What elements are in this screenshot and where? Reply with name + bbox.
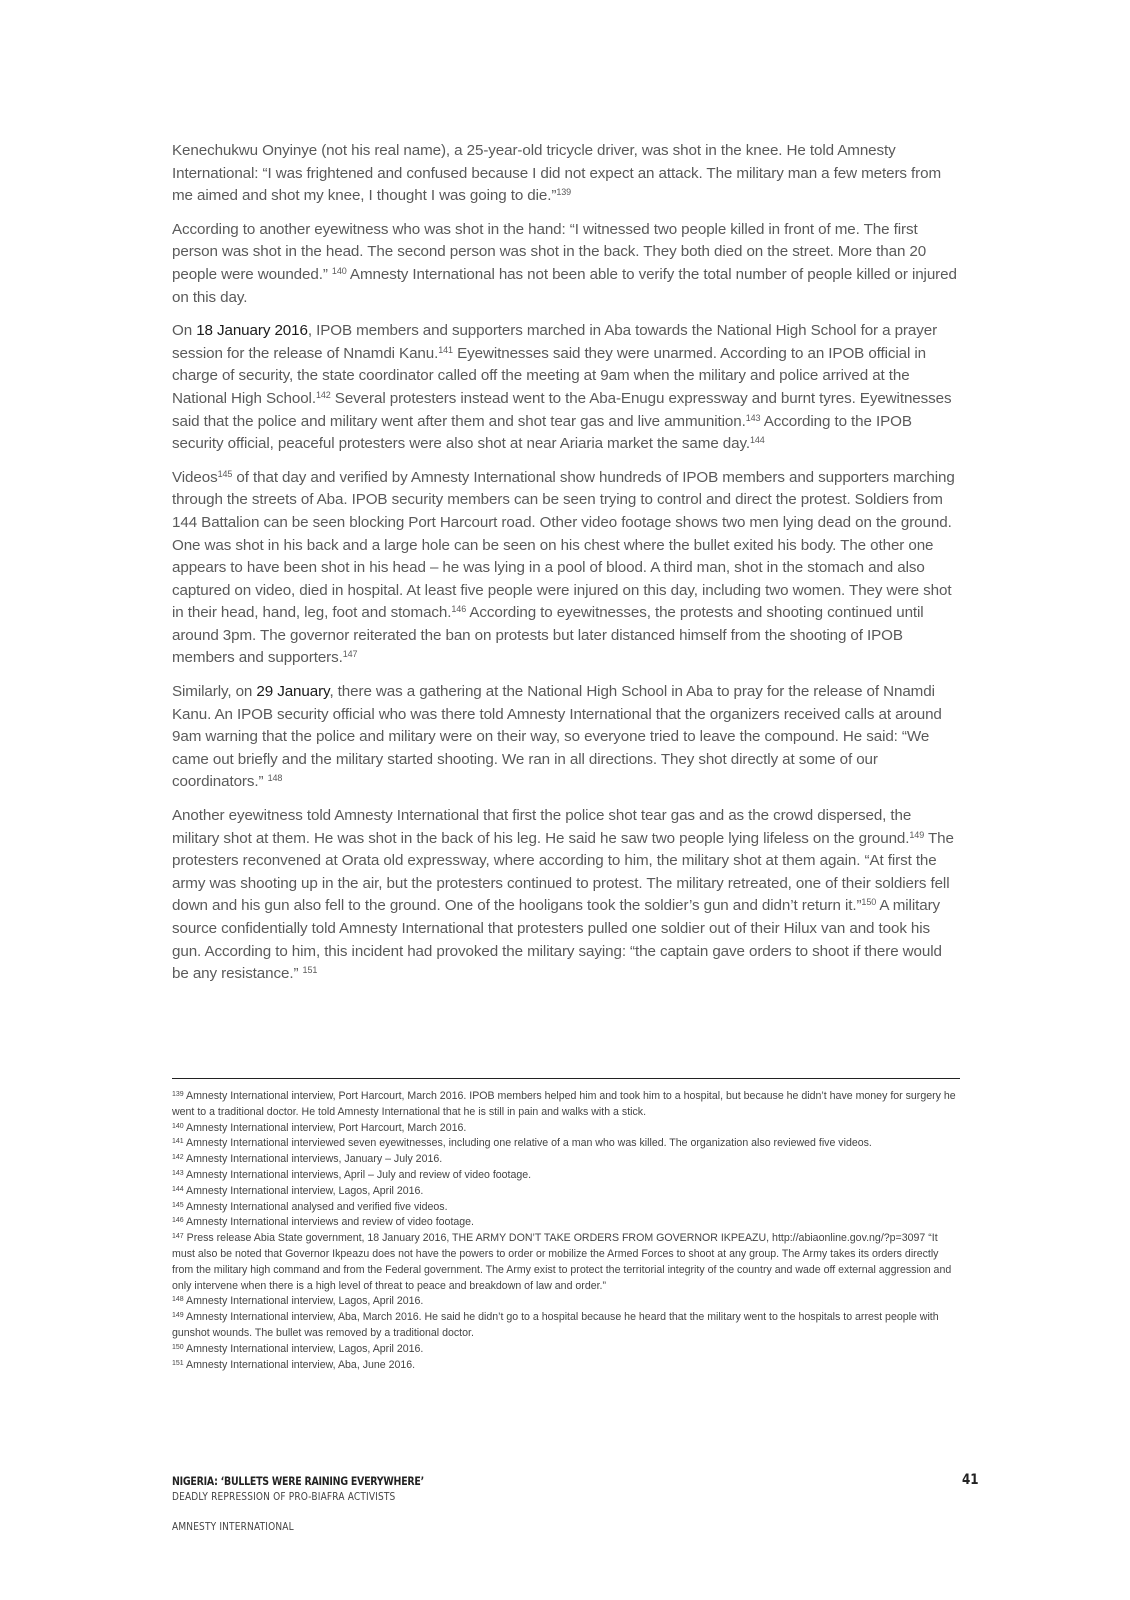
body-paragraph bbox=[172, 320, 960, 456]
footnote-reference: 151 bbox=[302, 965, 318, 976]
footnote bbox=[172, 1121, 960, 1137]
paragraph-text: , IPOB members and supporters marched in Aba towards the National High School for a prayer session for the release of Nnamdi Kanu. bbox=[172, 322, 938, 362]
footnote-number: 146 bbox=[172, 1217, 184, 1225]
footnote-text: Amnesty International interview, Lagos, April 2016. bbox=[183, 1342, 424, 1355]
footnote-number: 142 bbox=[172, 1154, 184, 1162]
footnote-text: Amnesty International interview, Port Harcourt, March 2016. bbox=[183, 1121, 467, 1134]
footnote bbox=[172, 1200, 960, 1216]
footnote-text: Amnesty International interview, Port Harcourt, March 2016. IPOB members helped him and took him to a hospital, but because he didn’t have money for surgery he went to a traditional doctor. He told Amnesty International that he is still in pain and walks with a stick. bbox=[172, 1090, 956, 1118]
footnote-reference: 139 bbox=[556, 187, 572, 198]
footnote-reference: 144 bbox=[749, 435, 765, 446]
footnote bbox=[172, 1215, 960, 1231]
paragraph-text: On bbox=[172, 322, 197, 340]
paragraph-text: Videos bbox=[172, 468, 218, 486]
body-text bbox=[172, 140, 960, 997]
footnote-number: 149 bbox=[172, 1312, 184, 1320]
footnote-text: Amnesty International interview, Lagos, April 2016. bbox=[183, 1184, 424, 1197]
footnote-reference: 150 bbox=[861, 897, 877, 908]
footnote-reference: 140 bbox=[331, 265, 347, 276]
footnote-reference: 147 bbox=[342, 649, 358, 660]
footnote-number: 147 bbox=[172, 1233, 184, 1241]
footnote bbox=[172, 1231, 960, 1294]
footnote-text: Amnesty International interviews and review of video footage. bbox=[183, 1216, 475, 1229]
paragraph-text: The protesters reconvened at Orata old expressway, where according to him, the military shot at them again. “At first the army was shooting up in the air, but the protesters continued to protest. The military retreated, one of their soldiers fell down and his gun also fell to the ground. One of the hooligans took the soldier’s gun and didn’t return it.” bbox=[172, 829, 954, 915]
footnote-reference: 141 bbox=[438, 344, 453, 355]
body-paragraph bbox=[172, 219, 960, 309]
footnotes bbox=[172, 1089, 960, 1373]
footnote-number: 139 bbox=[172, 1091, 184, 1098]
body-paragraph bbox=[172, 805, 960, 986]
footnote-reference: 143 bbox=[745, 412, 761, 423]
footnote-text: Amnesty International interviews, January – July 2016. bbox=[183, 1153, 443, 1166]
body-paragraph bbox=[172, 140, 960, 208]
paragraph-text: Amnesty International has not been able to verify the total number of people killed or injured on this day. bbox=[172, 265, 957, 306]
footnote-reference: 145 bbox=[217, 468, 233, 479]
report-subtitle: DEADLY REPRESSION OF PRO-BIAFRA ACTIVISTS bbox=[172, 1490, 396, 1503]
paragraph-text: Kenechukwu Onyinye (not his real name), a 25-year-old tricycle driver, was shot in the knee. He told Amnesty International: “I was frightened and confused because I did not expect an attack. The military man a few meters from me aimed and shot my knee, I thought I was going to die.” bbox=[172, 142, 941, 205]
footnote-reference: 149 bbox=[909, 829, 925, 840]
footnote-divider bbox=[172, 1078, 960, 1079]
footnote-text: Press release Abia State government, 18 January 2016, THE ARMY DON’T TAKE ORDERS FROM GOVERNOR IKPEAZU, http://abiaonline.gov.ng/?p=3097 “It must also be noted that Governor Ikpeazu does not have the powers to order or mobilize the Armed Forces to shoot at any group. The Army takes its orders directly from the military high command and from the Federal government. The Army exist to protect the territorial integrity of the country and wade off external aggression and only intervene when there is a high level of threat to peace and breakdown of law and order.” bbox=[172, 1232, 952, 1292]
paragraph-text: , there was a gathering at the National High School in Aba to pray for the release of Nnamdi Kanu. An IPOB security official who was there told Amnesty International that the organizers received calls at around 9am warning that the police and military were on their way, so everyone tried to leave the compound. He said: “We came out briefly and the military started shooting. We ran in all directions. They shot directly at some of our coordinators.” bbox=[172, 683, 942, 791]
organization-name: AMNESTY INTERNATIONAL bbox=[172, 1520, 294, 1533]
date-highlight: 29 January bbox=[256, 683, 330, 701]
footnote-text: Amnesty International interview, Aba, March 2016. He said he didn’t go to a hospital because he heard that the military went to the hospitals to arrest people with gunshot wounds. The bullet was removed by a traditional doctor. bbox=[172, 1311, 939, 1339]
footnote-text: Amnesty International interviewed seven eyewitnesses, including one relative of a man who was killed. The organization also reviewed five videos. bbox=[183, 1137, 872, 1150]
body-paragraph bbox=[172, 467, 960, 670]
footnote-text: Amnesty International interview, Aba, June 2016. bbox=[183, 1358, 416, 1371]
footnote-text: Amnesty International interviews, April – July and review of video footage. bbox=[183, 1168, 532, 1181]
footnote-number: 151 bbox=[172, 1359, 184, 1367]
paragraph-text: Eyewitnesses said they were unarmed. According to an IPOB official in charge of security, the state coordinator called off the meeting at 9am when the military and police arrived at the National High School. bbox=[172, 344, 927, 407]
page-footer bbox=[172, 1473, 972, 1535]
footnote bbox=[172, 1342, 960, 1358]
footnote bbox=[172, 1152, 960, 1168]
paragraph-text: of that day and verified by Amnesty International show hundreds of IPOB members and supporters marching through the streets of Aba. IPOB security members can be seen trying to control and direct the protest. Soldiers from 144 Battalion can be seen blocking Port Harcourt road. Other video footage shows two men lying dead on the ground. One was shot in his back and a large hole can be seen on his chest where the bullet exited his body. The other one appears to have been shot in his head – he was lying in a pool of blood. A third man, shot in the stomach and also captured on video, died in hospital. At least five people were injured on this day, including two women. They were shot in their head, hand, leg, foot and stomach. bbox=[172, 468, 955, 622]
date-highlight: 18 January 2016 bbox=[196, 322, 308, 340]
paragraph-text: A military source confidentially told Amnesty International that protesters pulled one soldier out of their Hilux van and took his gun. According to him, this incident had provoked the military saying: “the captain gave orders to shoot if there would be any resistance.” bbox=[172, 897, 942, 983]
footnote bbox=[172, 1136, 960, 1152]
footnote-reference: 142 bbox=[315, 389, 331, 400]
footnote-number: 141 bbox=[172, 1138, 184, 1146]
paragraph-text: Another eyewitness told Amnesty International that first the police shot tear gas and as the crowd dispersed, the military shot at them. He was shot in the back of his leg. He said he saw two people lying lifeless on the ground. bbox=[172, 807, 912, 847]
paragraph-text: Several protesters instead went to the Aba-Enugu expressway and burnt tyres. Eyewitnesses said that the police and military went after them and shot tear gas and live ammunition. bbox=[172, 389, 952, 430]
footnote-text: Amnesty International analysed and verified five videos. bbox=[183, 1200, 448, 1213]
footnote bbox=[172, 1310, 960, 1342]
footnote bbox=[172, 1089, 960, 1121]
paragraph-text: According to eyewitnesses, the protests and shooting continued until around 3pm. The governor reiterated the ban on protests but later distanced himself from the shooting of IPOB members and supporters. bbox=[172, 604, 924, 667]
footnote bbox=[172, 1294, 960, 1310]
footnote-reference: 146 bbox=[451, 604, 467, 615]
footnote-reference: 148 bbox=[267, 773, 283, 784]
footnote-number: 143 bbox=[172, 1169, 184, 1177]
paragraph-text: According to the IPOB security official, peaceful protesters were also shot at near Ariaria market the same day. bbox=[172, 412, 912, 453]
footnote-text: Amnesty International interview, Lagos, April 2016. bbox=[183, 1295, 424, 1308]
footnote bbox=[172, 1184, 960, 1200]
footnote-number: 148 bbox=[172, 1296, 184, 1304]
footnote bbox=[172, 1168, 960, 1184]
paragraph-text: Similarly, on bbox=[172, 683, 257, 701]
paragraph-text: According to another eyewitness who was shot in the hand: “I witnessed two people killed in front of me. The first person was shot in the head. The second person was shot in the back. They both died on the street. More than 20 people were wounded.” bbox=[172, 220, 927, 283]
footnote-number: 144 bbox=[172, 1185, 184, 1193]
footnote-number: 145 bbox=[172, 1201, 184, 1209]
report-title: NIGERIA: ‘BULLETS WERE RAINING EVERYWHERE’ bbox=[172, 1474, 424, 1488]
footnote-number: 150 bbox=[172, 1343, 184, 1351]
footnote-number: 140 bbox=[172, 1122, 184, 1130]
footnote bbox=[172, 1358, 960, 1374]
page-number: 41 bbox=[962, 1472, 979, 1488]
body-paragraph bbox=[172, 681, 960, 794]
